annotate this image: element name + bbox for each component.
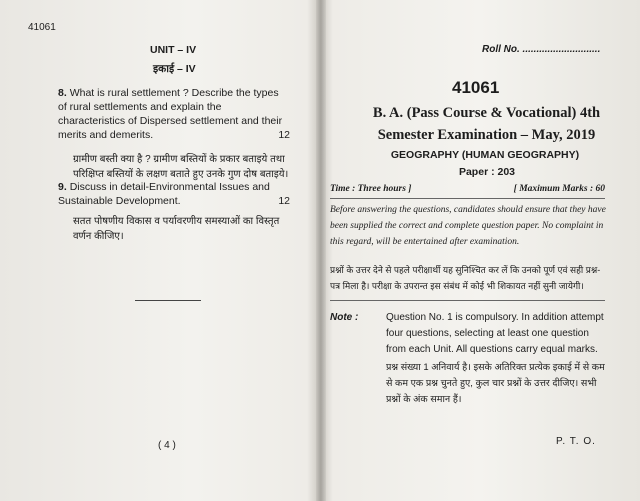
divider [330, 198, 605, 199]
paper-code: 41061 [28, 22, 56, 33]
question-number: 9. [58, 181, 67, 193]
question-text: What is rural settlement ? Describe the types of rural settlements and explain the characteristics of Dispersed settlement and their merits and demerits. [58, 87, 283, 141]
question-text: Discuss in detail-Environmental Issues and Sustainable Development. [58, 181, 270, 207]
please-turn-over: P. T. O. [556, 436, 596, 447]
course-title [354, 102, 619, 146]
roll-number-field: Roll No. ............................ [482, 44, 601, 55]
question-8-hindi: ग्रामीण बस्ती क्या है ? ग्रामीण बस्तियों के प्रकार बताइये तथा परिक्षिप्त बस्तियों के लक्षण बताते हुए उनके गुण दोष बताइये। [73, 154, 289, 180]
question-9-hindi: सतत पोषणीय विकास व पर्यावरणीय समस्याओं का विस्तृत वर्णन कीजिए। [73, 216, 280, 242]
instructions: Before answering the questions, candidates should ensure that they have been supplied the correct and complete question paper. No complaint in this regard, will be entertained after examination. [330, 205, 606, 247]
note-text: Question No. 1 is compulsory. In addition attempt four questions, selecting at least one question from each Unit. All questions carry equal marks. [386, 312, 604, 355]
subject-title: GEOGRAPHY (HUMAN GEOGRAPHY) [390, 149, 580, 161]
paper-code: 41061 [452, 78, 500, 97]
note-label: Note : [330, 312, 359, 323]
question-8 [58, 86, 290, 142]
left-page [0, 0, 318, 501]
note-hindi: प्रश्न संख्या 1 अनिवार्य है। इसके अतिरिक्त प्रत्येक इकाई में से कम से कम एक प्रश्न चुनते हुए, कुल चार प्रश्नों के उत्तर दीजिए। सभी प्रश्नों के अंक समान हैं। [386, 362, 605, 405]
maximum-marks: [ Maximum Marks : 60 [513, 184, 605, 194]
time-marks-line [330, 184, 605, 194]
right-page [322, 0, 640, 501]
question-number: 8. [58, 87, 67, 99]
instructions-hindi: प्रश्नों के उत्तर देने से पहले परीक्षार्थी यह सुनिश्चित कर लें कि उनको पूर्ण एवं सही प्रश्न-पत्र मिला है। परीक्षा के उपरान्त इस संबंध में कोई भी शिकायत नहीं सुनी जायेगी। [330, 265, 601, 291]
unit-title: UNIT – IV [150, 44, 197, 56]
divider [330, 300, 605, 301]
page-number: ( 4 ) [158, 440, 176, 451]
question-marks: 12 [278, 129, 290, 141]
paper-number: Paper : 203 [458, 166, 516, 178]
course-line-2: Semester Examination – May, 2019 [377, 127, 596, 143]
end-rule [135, 300, 201, 301]
question-marks: 12 [278, 195, 290, 207]
unit-title-hindi: इकाई – IV [153, 63, 196, 75]
time-allowed: Time : Three hours ] [330, 184, 412, 194]
course-line-1: B. A. (Pass Course & Vocational) 4th [372, 105, 601, 121]
question-9 [58, 180, 290, 208]
